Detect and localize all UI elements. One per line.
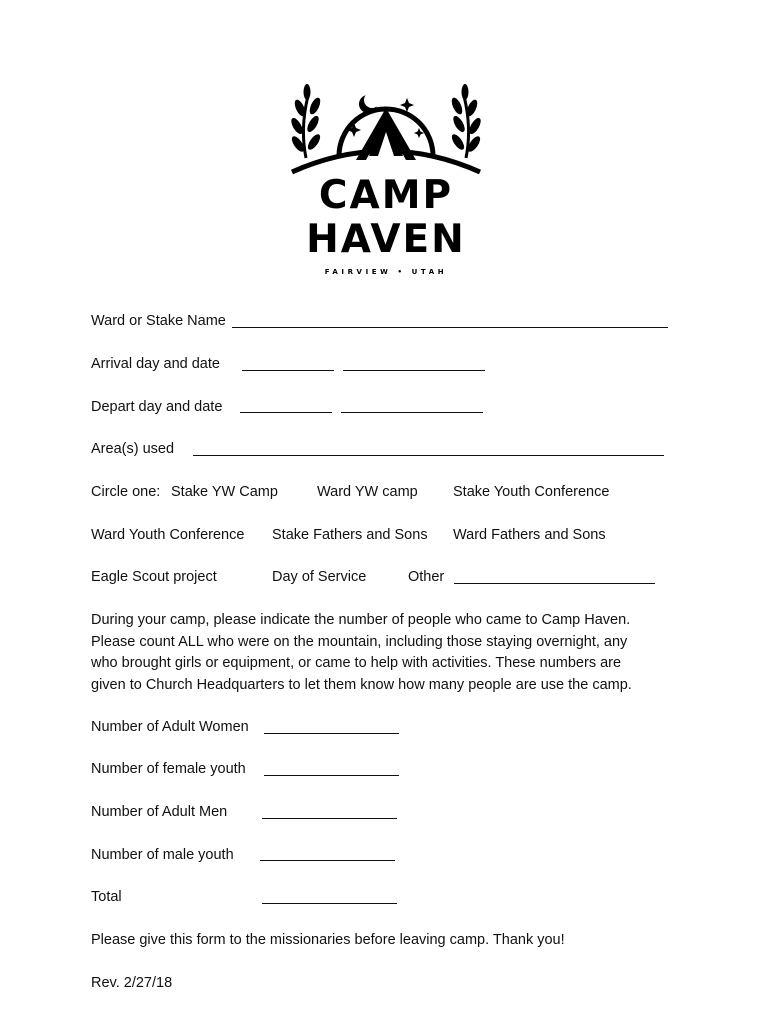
arrival-date-line[interactable] xyxy=(343,370,485,371)
option-stake-youth-conference[interactable]: Stake Youth Conference xyxy=(453,484,610,500)
arrival-day-line[interactable] xyxy=(242,370,334,371)
option-stake-yw-camp[interactable]: Stake YW Camp xyxy=(171,484,278,500)
depart-date-line[interactable] xyxy=(341,412,483,413)
revision-text: Rev. 2/27/18 xyxy=(91,975,173,991)
total-label: Total xyxy=(91,889,122,905)
depart-label: Depart day and date xyxy=(91,399,223,415)
areas-line[interactable] xyxy=(193,455,664,456)
option-ward-fathers-and-sons[interactable]: Ward Fathers and Sons xyxy=(453,527,606,543)
adult-men-line[interactable] xyxy=(262,818,397,819)
arrival-label: Arrival day and date xyxy=(91,356,220,372)
logo-haven-text: HAVEN xyxy=(306,217,466,262)
instructions-line: Please count ALL who were on the mountain, including those staying overnight, any xyxy=(91,633,628,650)
instructions-line: During your camp, please indicate the number of people who came to Camp Haven. xyxy=(91,612,631,628)
adult-women-line[interactable] xyxy=(264,733,399,734)
option-stake-fathers-and-sons[interactable]: Stake Fathers and Sons xyxy=(272,527,428,543)
total-line[interactable] xyxy=(262,903,397,904)
logo-location-text: FAIRVIEW • UTAH xyxy=(324,268,448,276)
option-ward-youth-conference[interactable]: Ward Youth Conference xyxy=(91,527,245,543)
option-day-of-service[interactable]: Day of Service xyxy=(272,569,367,585)
male-youth-line[interactable] xyxy=(260,860,395,861)
circle-one-label: Circle one: xyxy=(91,484,161,500)
other-line[interactable] xyxy=(454,583,655,584)
adult-women-label: Number of Adult Women xyxy=(91,719,249,735)
depart-day-line[interactable] xyxy=(240,412,332,413)
adult-men-label: Number of Adult Men xyxy=(91,804,228,820)
instructions-line: who brought girls or equipment, or came to help with activities. These numbers are xyxy=(91,655,622,671)
ward-or-stake-line[interactable] xyxy=(232,327,668,328)
tent-under-moon-and-stars-with-laurels-icon xyxy=(286,68,486,178)
instructions-line: given to Church Headquarters to let them know how many people are use the camp. xyxy=(91,676,632,693)
closing-text: Please give this form to the missionaries before leaving camp. Thank you! xyxy=(91,932,565,948)
option-other[interactable]: Other xyxy=(408,569,445,585)
logo-camp-text: CAMP xyxy=(318,173,454,218)
male-youth-label: Number of male youth xyxy=(91,847,234,863)
option-ward-yw-camp[interactable]: Ward YW camp xyxy=(317,484,418,500)
option-eagle-scout-project[interactable]: Eagle Scout project xyxy=(91,569,217,585)
instructions-paragraph xyxy=(91,610,691,696)
camp-haven-logo xyxy=(286,68,486,283)
female-youth-label: Number of female youth xyxy=(91,761,246,777)
ward-or-stake-label: Ward or Stake Name xyxy=(91,313,226,329)
areas-label: Area(s) used xyxy=(91,441,175,457)
female-youth-line[interactable] xyxy=(264,775,399,776)
